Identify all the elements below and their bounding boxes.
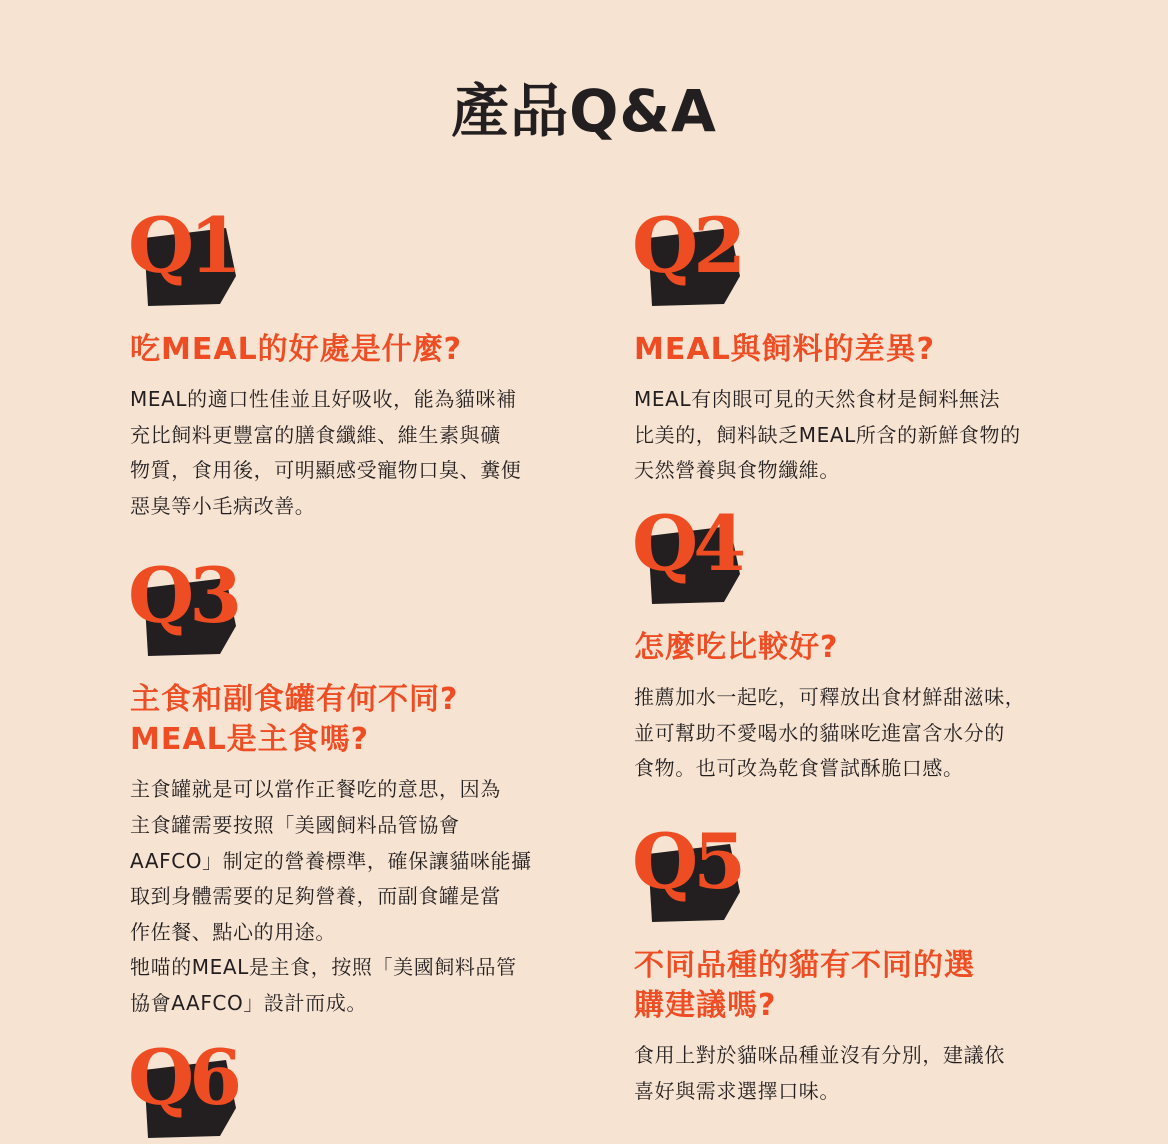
answer-line: MEAL的適口性佳並且好吸收，能為貓咪補	[130, 387, 517, 412]
answer-line: 物質，食用後，可明顯感受寵物口臭、糞便	[130, 458, 522, 483]
qa-item-q5	[632, 817, 1046, 1110]
badge-q1	[128, 201, 242, 312]
badge-q6	[128, 1033, 242, 1144]
badge-q3	[128, 551, 242, 662]
badge-q4	[632, 499, 746, 610]
answer-text	[130, 382, 542, 524]
page-title: 產品Q&A	[451, 77, 717, 145]
question-title-line: 不同品種的貓有不同的選	[634, 948, 975, 983]
qa-item-q4	[632, 499, 1046, 787]
badge-label: Q2	[632, 201, 742, 290]
answer-line: 充比飼料更豐富的膳食纖維、維生素與礦	[130, 422, 501, 447]
question-title	[634, 628, 1046, 668]
qa-item-q2	[632, 201, 1046, 489]
answer-line: 主食罐需要按照「美國飼料品管協會	[130, 812, 460, 837]
question-title	[634, 330, 1046, 370]
badge-label: Q6	[128, 1033, 238, 1122]
answer-line: 取到身體需要的足夠營養，而副食罐是當	[130, 884, 501, 909]
answer-text	[634, 382, 1046, 489]
question-title-line: 吃MEAL的好處是什麼?	[130, 332, 463, 367]
qa-item-q3	[128, 551, 542, 1022]
answer-line: 主食罐就是可以當作正餐吃的意思，因為	[130, 777, 501, 802]
question-title-line: MEAL與飼料的差異?	[634, 332, 936, 367]
answer-line: 協會AAFCO」設計而成。	[130, 990, 367, 1015]
question-title	[634, 946, 1046, 1026]
question-title-line: MEAL是主食嗎?	[130, 722, 370, 758]
badge-label: Q5	[632, 817, 742, 906]
answer-line: AAFCO」制定的營養標準，確保讓貓咪能攝	[130, 848, 532, 873]
answer-line: 推薦加水一起吃，可釋放出食材鮮甜滋味，	[634, 685, 1026, 710]
answer-line: 牠喵的MEAL是主食，按照「美國飼料品管	[130, 955, 517, 980]
badge-q5	[632, 817, 746, 928]
badge-label: Q4	[632, 499, 742, 588]
badge-label: Q3	[128, 551, 238, 640]
badge-label: Q1	[128, 201, 238, 290]
qa-item-q6	[128, 1033, 542, 1144]
answer-text	[634, 1038, 1046, 1109]
answer-text	[130, 772, 542, 1021]
question-title	[130, 330, 542, 370]
answer-line: MEAL有肉眼可見的天然食材是飼料無法	[634, 387, 1001, 412]
qa-item-q1	[128, 201, 542, 525]
answer-line: 比美的，飼料缺乏MEAL所含的新鮮食物的	[634, 422, 1021, 447]
answer-line: 食用上對於貓咪品種並沒有分別，建議依	[634, 1043, 1005, 1068]
answer-line: 惡臭等小毛病改善。	[130, 493, 316, 518]
question-title-line: 購建議嗎?	[634, 988, 777, 1024]
question-title-line: 主食和副食罐有何不同?	[130, 682, 459, 717]
answer-line: 天然營養與食物纖維。	[634, 458, 840, 483]
answer-line: 食物。也可改為乾食嘗試酥脆口感。	[634, 756, 964, 781]
answer-line: 作佐餐、點心的用途。	[130, 919, 336, 944]
question-title-line: 怎麼吃比較好?	[634, 630, 839, 665]
answer-text	[634, 680, 1046, 787]
question-title	[130, 680, 542, 760]
badge-q2	[632, 201, 746, 312]
answer-line: 喜好與需求選擇口味。	[634, 1078, 840, 1103]
answer-line: 並可幫助不愛喝水的貓咪吃進富含水分的	[634, 720, 1005, 745]
